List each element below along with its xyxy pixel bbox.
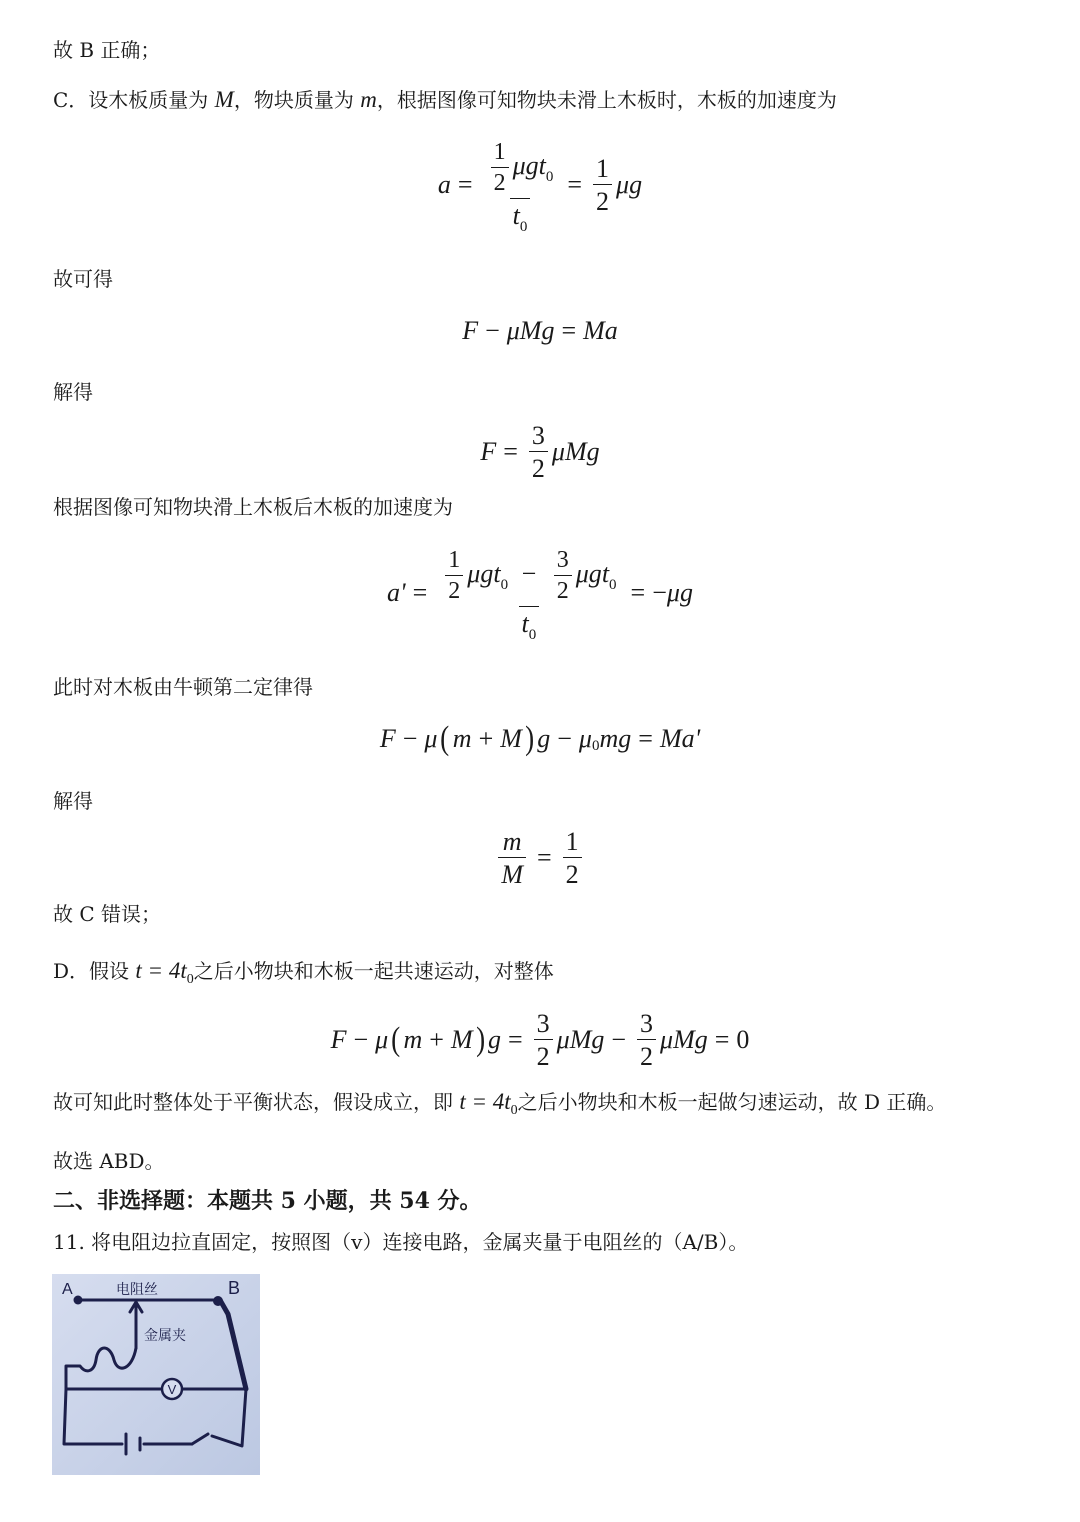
line-choose: 故选 ABD。 [53,1149,165,1173]
equation-6 [0,828,1080,889]
circuit-photo [52,1274,260,1475]
meter-label: V [167,1382,177,1397]
eq7-formula: F − μ ( m + M ) g = $\frac{3}{2}$ μMg − $\frac{3}{2}$ μMg = 0 [330,1009,750,1072]
var-m: m [360,87,377,112]
d-pre-text: D．假设 [53,959,136,983]
line-jie-de-2: 解得 [53,789,93,813]
line-b-correct: 故 B 正确； [53,38,161,62]
conclude-pre-text: 故可知此时整体处于平衡状态，假设成立，即 [53,1090,460,1114]
line-jie-de-1: 解得 [53,380,93,404]
c-mid-text: ，物块质量为 [233,88,361,112]
d-post-text: 之后小物块和木板一起共速运动，对整体 [193,959,554,983]
section-heading: 二、非选择题：本题共 5 小题，共 54 分。 [53,1188,482,1214]
conclude-t-eq: t = 4t [459,1089,511,1114]
c-pre-text: C．设木板质量为 [53,88,215,112]
line-c-wrong: 故 C 错误； [53,902,162,926]
end-a-dot [74,1296,83,1305]
label-b: B [228,1278,241,1298]
equation-5 [0,722,1080,756]
question-11: 11. 将电阻边拉直固定，按照图（v）连接电路，金属夹量于电阻丝的（A/B）。 [53,1230,749,1254]
d-sub0: 0 [186,972,194,987]
var-M: M [214,87,234,112]
line-gu-ke-de: 故可得 [53,267,113,291]
equation-1 [0,139,1080,236]
equation-7 [0,1010,1080,1071]
eq1-formula: a = $\frac{1}{2}$ μgt$_0$ $t_0$ = $\frac{1}{2}$ μg [437,139,643,236]
label-wire: 电阻丝 [116,1282,158,1298]
d-inline-math [135,958,194,987]
conclude-inline-math [459,1089,518,1118]
line-c-intro [53,86,837,114]
line-newton-intro: 此时对木板由牛顿第二定律得 [53,675,313,699]
line-d-intro [53,957,554,989]
end-b-dot [213,1296,223,1306]
d-t-eq: t = 4t [135,958,187,983]
label-a: A [62,1281,73,1298]
equation-4 [0,547,1080,644]
eq2-formula: F − μMg = Ma [462,316,618,345]
eq4-formula: a' = $\frac{1}{2}$ μgt$_0$ − $\frac{3}{2}$ μgt$_0$ $t_0$ = − μg [387,547,693,644]
conclude-sub0: 0 [510,1103,518,1118]
eq6-formula: $\frac{m}{M}$ = $\frac{1}{2}$ [494,828,585,889]
equation-3 [0,422,1080,483]
c-post-text: ，根据图像可知物块未滑上木板时，木板的加速度为 [376,88,837,112]
eq5-formula: F − μ ( m + M ) g − μ 0 mg = Ma' [379,720,701,757]
conclude-post-text: 之后小物块和木板一起做匀速运动，故 D 正确。 [517,1090,947,1114]
line-a-prime-intro: 根据图像可知物块滑上木板后木板的加速度为 [53,495,453,519]
line-conclude [53,1088,946,1120]
circuit-diagram [52,1274,260,1475]
equation-2 [0,316,1080,346]
eq3-formula: F = $\frac{3}{2}$ μMg [480,421,600,484]
label-clip: 金属夹 [144,1328,186,1344]
